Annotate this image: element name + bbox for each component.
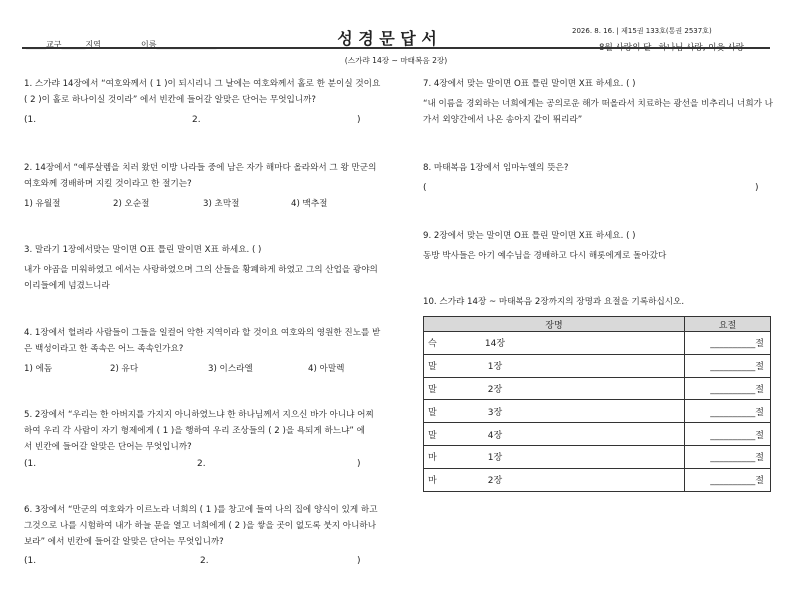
answer-6-part-1[interactable]: (1. (24, 556, 37, 566)
chapter-cell: 2장 (487, 384, 503, 395)
table-row (424, 468, 771, 491)
verse-input[interactable]: __________절 (685, 445, 771, 468)
question-2 (24, 160, 376, 192)
question-1 (24, 76, 380, 108)
chapter-cell: 1장 (487, 453, 503, 464)
answer-5-part-1[interactable]: (1. (24, 459, 37, 469)
answer-5-close: ) (357, 459, 361, 469)
chapter-cell: 14장 (484, 339, 506, 350)
option-4-2[interactable]: 2) 유다 (110, 364, 139, 374)
verse-input[interactable]: __________절 (685, 423, 771, 446)
question-3-line: 내가 야곱을 미워하였고 에서는 사랑하였으며 그의 산들을 황폐하게 하였고 그의 산업을 광야의 (24, 265, 378, 275)
answer-1-close: ) (357, 115, 361, 125)
question-4-options (24, 362, 384, 374)
chapter-cell: 2장 (487, 476, 503, 487)
question-6-line: 6. 3장에서 “만군의 여호와가 이르노라 너희의 ( 1 )를 창고에 들여 나의 집에 양식이 있게 하고 (24, 505, 378, 515)
question-9 (423, 228, 666, 264)
question-7-line: 7. 4장에서 맞는 말이면 O표 틀린 말이면 X표 하세요. ( ) (423, 79, 636, 89)
question-5-line: 하여 우리 각 사람이 자기 형제에게 ( 1 )을 행하여 우리 조상들의 ( 2 )을 욕되게 하느냐” 에 (24, 426, 365, 436)
chapter-cell: 4장 (487, 430, 503, 441)
answer-8-open[interactable]: ( (423, 183, 427, 193)
question-5 (24, 407, 374, 455)
question-6-line: 그것으로 나를 시험하여 내가 하늘 문을 열고 너희에게 ( 2 )을 쌓을 곳이 없도록 붓지 아니하나 (24, 521, 377, 531)
header-chapter: 장명 (424, 317, 685, 332)
question-3-line: 이리들에게 넘겼느니라 (24, 281, 110, 291)
header-verse: 요절 (685, 317, 771, 332)
question-4 (24, 325, 380, 357)
question-4-line: 은 백성이라고 한 족속은 어느 족속인가요? (24, 344, 184, 354)
answer-6-part-2[interactable]: 2. (200, 556, 209, 566)
district-field[interactable]: _____교구______지역 (26, 40, 101, 49)
question-1-line: ( 2 )이 홀로 하나이실 것이라” 에서 빈칸에 들어갈 알맞은 단어는 무엇입니까? (24, 95, 316, 105)
option-2-1[interactable]: 1) 유월절 (24, 199, 61, 209)
option-2-2[interactable]: 2) 오순절 (113, 199, 150, 209)
header-rule (22, 47, 770, 49)
question-8 (423, 160, 568, 176)
question-4-line: 4. 1장에서 헐려라 사람들이 그들을 일컬어 악한 지역이라 할 것이요 여호와의 영원한 진노를 받 (24, 328, 381, 338)
subtitle: (스가랴 14장 ~ 마태복음 2장) (344, 56, 448, 65)
verse-input[interactable]: __________절 (685, 400, 771, 423)
verse-input[interactable]: __________절 (685, 354, 771, 377)
answer-1-part-2[interactable]: 2. (192, 115, 201, 125)
verse-input[interactable]: __________절 (685, 468, 771, 491)
question-2-line: 여호와께 경배하며 지킬 것이라고 한 절기는? (24, 179, 192, 189)
table-row (424, 332, 771, 355)
verse-input[interactable]: __________절 (685, 377, 771, 400)
question-6-line: 보라” 에서 빈칸에 들어갈 알맞은 단어는 무엇입니까? (24, 537, 224, 547)
question-8-text: 8. 마태복음 1장에서 임마누엘의 뜻은? (423, 163, 569, 173)
question-1-line: 1. 스가랴 14장에서 “여호와께서 ( 1 )이 되시리니 그 날에는 여호와께서 홀로 한 분이실 것이요 (24, 79, 381, 89)
book-cell: 슥 (428, 339, 437, 350)
table-row (424, 354, 771, 377)
book-cell: 말 (428, 430, 437, 441)
issue-info: 2026. 8. 16. | 제15권 133호(통권 2537호) (572, 27, 712, 35)
chapter-cell: 1장 (487, 362, 503, 373)
question-5-line: 서 빈칸에 들어갈 알맞은 단어는 무엇입니까? (24, 442, 192, 452)
verse-input[interactable]: __________절 (685, 332, 771, 355)
chapter-cell: 3장 (487, 407, 503, 418)
book-cell: 마 (428, 476, 437, 487)
answer-5-part-2[interactable]: 2. (197, 459, 206, 469)
option-4-1[interactable]: 1) 에돔 (24, 364, 53, 374)
chapter-verse-table (423, 316, 771, 492)
option-4-4[interactable]: 4) 아말렉 (308, 364, 345, 374)
answer-1-part-1[interactable]: (1. (24, 115, 37, 125)
question-6 (24, 502, 378, 550)
question-7-line: 가서 외양간에서 나온 송아지 같이 뛰리라” (423, 115, 583, 125)
question-7-line: “내 이름을 경외하는 너희에게는 공의로운 해가 떠올라서 치료하는 광선을 비추리니 너희가 나 (423, 99, 773, 109)
month-theme: 8월 사랑의 달– 하나님 사랑, 이웃 사랑 (599, 43, 745, 53)
book-cell: 말 (428, 384, 437, 395)
question-2-options (24, 197, 384, 209)
question-2-line: 2. 14장에서 “예루살렘을 치러 왔던 이방 나라들 중에 남은 자가 해마다 올라와서 그 왕 만군의 (24, 163, 377, 173)
answer-6-close: ) (357, 556, 361, 566)
table-row (424, 400, 771, 423)
page-title: 성 경 문 답 서 (337, 29, 437, 48)
question-3 (24, 242, 378, 294)
book-cell: 마 (428, 453, 437, 464)
table-row (424, 423, 771, 446)
question-10-text: 10. 스가랴 14장 ~ 마태복음 2장까지의 장명과 요절을 기록하십시오. (423, 297, 685, 307)
option-2-3[interactable]: 3) 초막절 (203, 199, 240, 209)
option-2-4[interactable]: 4) 맥추절 (291, 199, 328, 209)
question-10 (423, 294, 684, 310)
name-field[interactable]: 이름_______________ (141, 40, 217, 49)
table-row (424, 445, 771, 468)
question-5-line: 5. 2장에서 “우리는 한 아버지를 가지지 아니하였느냐 한 하나님께서 지으신 바가 아니냐 어찌 (24, 410, 374, 420)
question-7 (423, 76, 773, 128)
option-4-3[interactable]: 3) 이스라엘 (208, 364, 253, 374)
book-cell: 말 (428, 362, 437, 373)
answer-8-close: ) (755, 183, 759, 193)
question-3-line: 3. 말라기 1장에서맞는 말이면 O표 틀린 말이면 X표 하세요. ( ) (24, 245, 262, 255)
question-9-line: 동방 박사들은 아기 예수님을 경배하고 다시 해롯에게로 돌아갔다 (423, 251, 667, 261)
question-9-line: 9. 2장에서 맞는 말이면 O표 틀린 말이면 X표 하세요. ( ) (423, 231, 636, 241)
table-row (424, 377, 771, 400)
book-cell: 말 (428, 407, 437, 418)
